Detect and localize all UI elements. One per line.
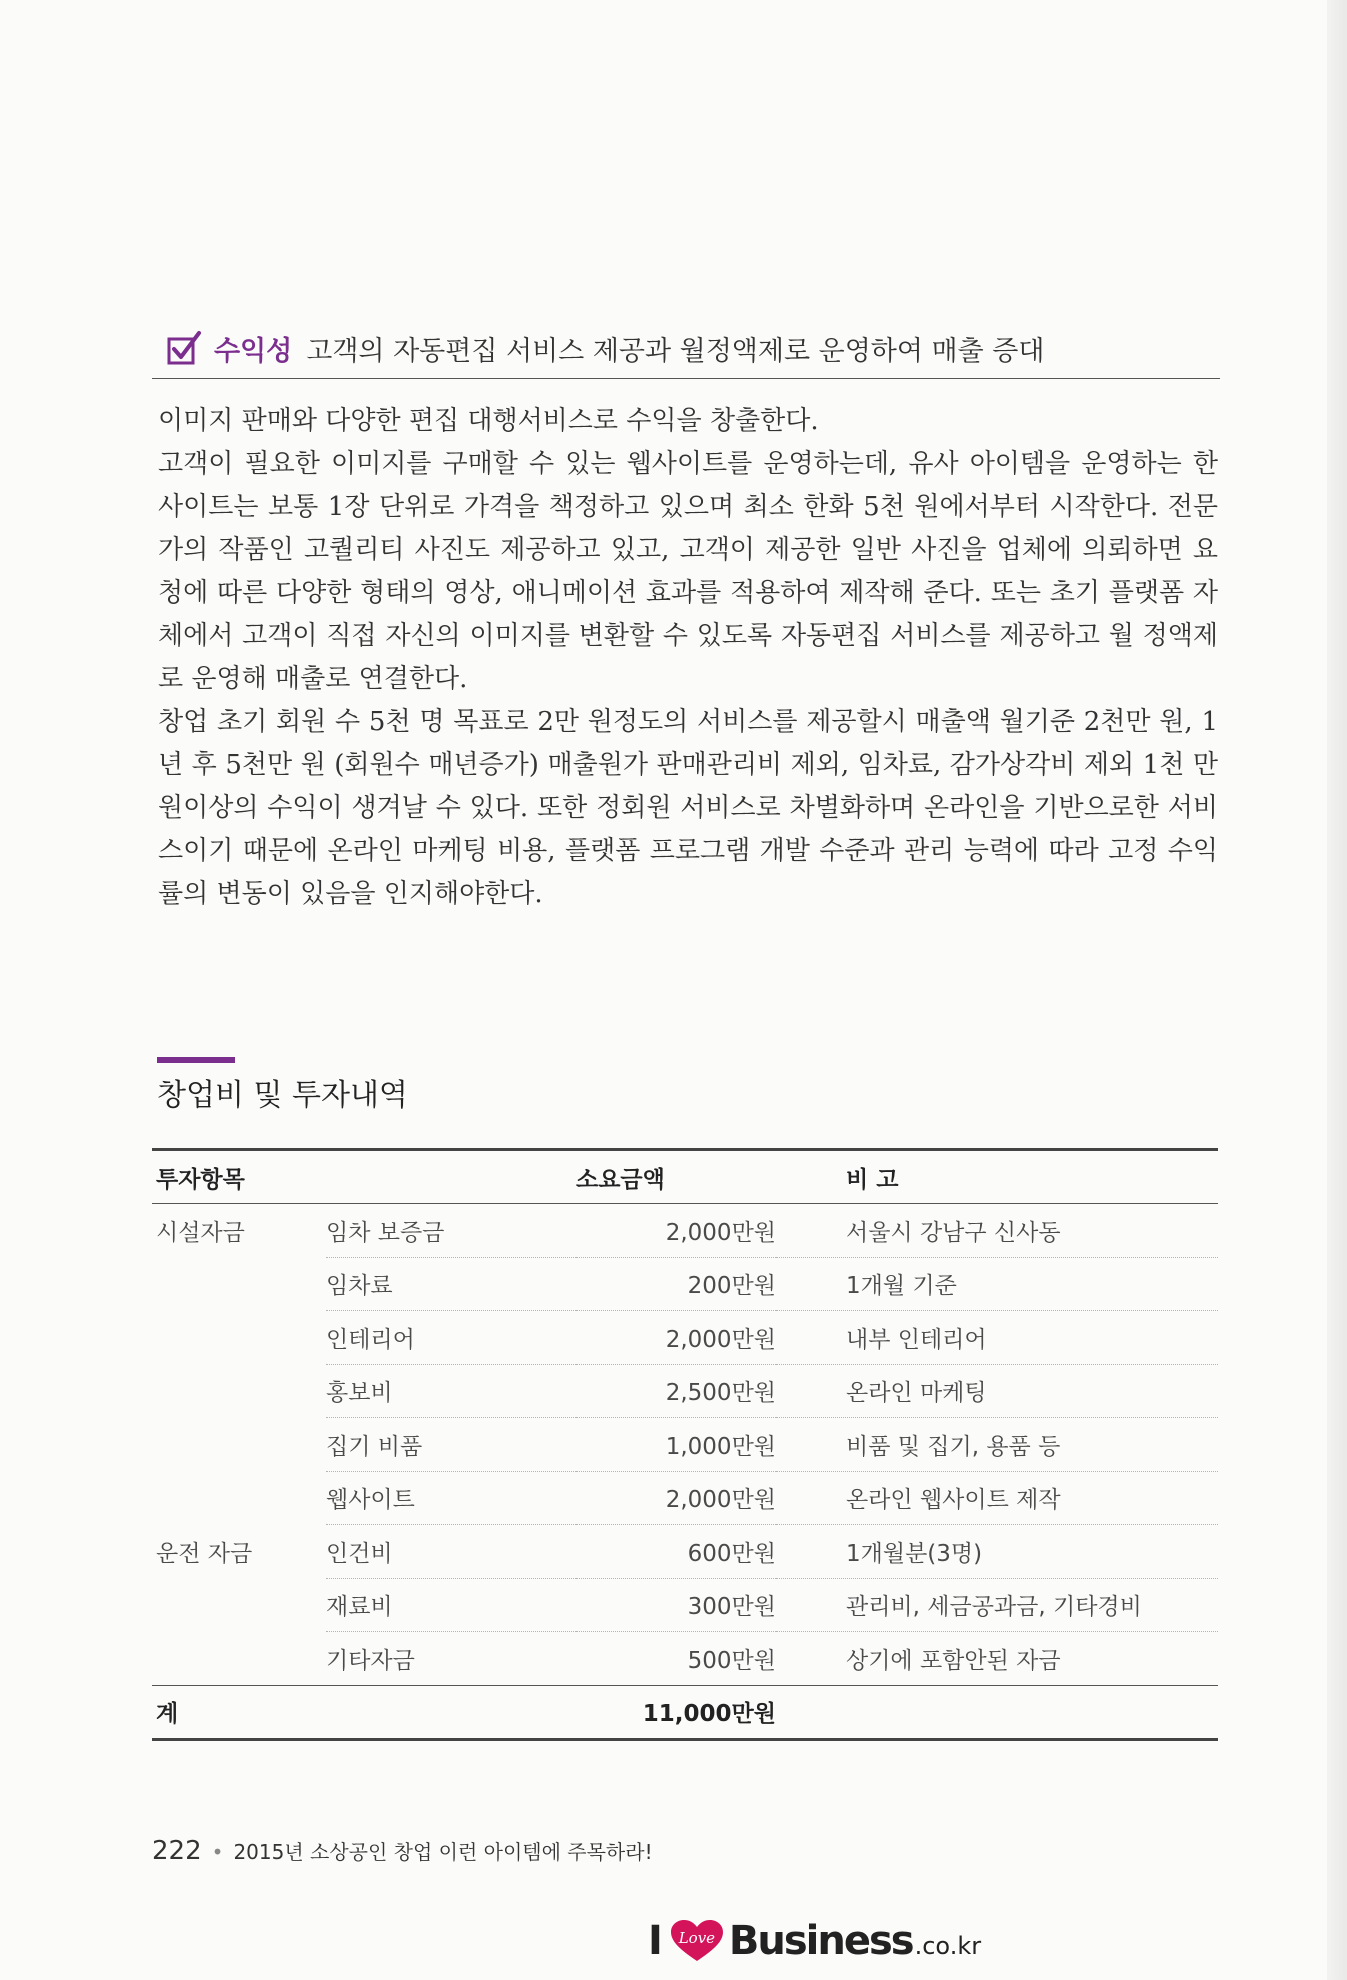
paragraph: 고객이 필요한 이미지를 구매할 수 있는 웹사이트를 운영하는데, 유사 아이템을 운영하는 한 사이트는 보통 1장 단위로 가격을 책정하고 있으며 최소 한화 5천 원에서부터 시작한다. 전문가의 작품인 고퀄리티 사진도 제공하고 있고, 고객이 제공한 일반 사진을 업체에 의뢰하면 요청에 따른 다양한 형태의 영상, 애니메이션 효과를 적용하여 제작해 준다. 또는 초기 플랫폼 자체에서 고객이 직접 자신의 이미지를 변환할 수 있도록 자동편집 서비스를 제공하고 월 정액제로 운영해 매출로 연결한다. [158, 449, 1218, 694]
row-item: 집기 비품 [326, 1418, 576, 1472]
brand-logo [648, 1918, 981, 1964]
table-row [152, 1418, 1218, 1472]
row-amount: 200만원 [576, 1257, 776, 1311]
heading-rule [152, 378, 1220, 379]
row-item: 인테리어 [326, 1311, 576, 1365]
row-note: 관리비, 세금공과금, 기타경비 [776, 1578, 1218, 1632]
page-number: 222 [152, 1836, 202, 1866]
row-category [152, 1364, 326, 1418]
table-row [152, 1578, 1218, 1632]
row-note: 온라인 웹사이트 제작 [776, 1471, 1218, 1525]
table-row [152, 1311, 1218, 1365]
page-edge [1327, 0, 1347, 1980]
row-item: 임차료 [326, 1257, 576, 1311]
row-amount: 2,000만원 [576, 1204, 776, 1258]
brand-i: I [648, 1918, 663, 1964]
section-accent-bar [157, 1057, 235, 1063]
row-item: 기타자금 [326, 1647, 415, 1674]
total-note [776, 1685, 1218, 1739]
paragraph: 창업 초기 회원 수 5천 명 목표로 2만 원정도의 서비스를 제공할시 매출액 월기준 2천만 원, 1년 후 5천만 원 (회원수 매년증가) 매출원가 판매관리비 제외, 임차료, 감가상각비 제외 1천 만원이상의 수익이 생겨날 수 있다. 또한 정회원 서비스로 차별화하며 온라인을 기반으로한 서비스이기 때문에 온라인 마케팅 비용, 플랫폼 프로그램 개발 수준과 관리 능력에 따라 고정 수익률의 변동이 있음을 인지해야한다. [158, 707, 1218, 909]
row-item: 임차 보증금 [326, 1204, 576, 1258]
header-amount: 소요금액 [576, 1150, 776, 1204]
row-note: 서울시 강남구 신사동 [776, 1204, 1218, 1258]
row-category [152, 1257, 326, 1311]
row-category [152, 1632, 326, 1686]
brand-heart-text: Love [678, 1929, 716, 1947]
heading-text: 고객의 자동편집 서비스 제공과 월정액제로 운영하여 매출 증대 [306, 335, 1045, 367]
row-category: 운전 자금 [156, 1540, 253, 1567]
table-row [152, 1632, 1218, 1686]
page-footer [152, 1836, 653, 1866]
table-row [152, 1257, 1218, 1311]
row-amount: 600만원 [576, 1525, 776, 1579]
row-note: 비품 및 집기, 용품 등 [776, 1418, 1218, 1472]
table-row [152, 1364, 1218, 1418]
row-amount: 2,000만원 [576, 1471, 776, 1525]
row-note: 상기에 포함안된 자금 [846, 1647, 1061, 1674]
book-title: 2015년 소상공인 창업 이런 아이템에 주목하라! [233, 1840, 653, 1864]
total-label: 계 [152, 1685, 576, 1739]
brand-tld: .co.kr [914, 1932, 982, 1960]
row-item: 인건비 [326, 1525, 576, 1579]
row-item: 홍보비 [326, 1364, 576, 1418]
row-category: 시설자금 [156, 1220, 245, 1246]
row-category [152, 1418, 326, 1472]
row-note: 1개월 기준 [776, 1257, 1218, 1311]
row-amount: 2,000만원 [576, 1311, 776, 1365]
row-category [152, 1311, 326, 1365]
row-amount: 1,000만원 [576, 1418, 776, 1472]
heart-icon [669, 1919, 725, 1963]
total-amount: 11,000만원 [576, 1685, 776, 1739]
row-amount: 500만원 [687, 1647, 776, 1674]
header-note: 비 고 [776, 1150, 1218, 1204]
row-item: 웹사이트 [326, 1471, 576, 1525]
table-row [152, 1471, 1218, 1525]
investment-title: 창업비 및 투자내역 [157, 1078, 408, 1113]
row-category [152, 1471, 326, 1525]
investment-table [152, 1148, 1218, 1741]
row-amount: 300만원 [576, 1578, 776, 1632]
heading-label: 수익성 [214, 335, 293, 367]
table-row [152, 1204, 1218, 1258]
row-category [152, 1578, 326, 1632]
row-note: 온라인 마케팅 [776, 1364, 1218, 1418]
header-item: 투자항목 [152, 1150, 576, 1204]
table-row [152, 1525, 1218, 1579]
table-header-row [152, 1150, 1218, 1204]
checkbox-icon [166, 330, 202, 366]
bullet-icon: • [211, 1840, 224, 1864]
paragraph: 이미지 판매와 다양한 편집 대행서비스로 수익을 창출한다. [158, 406, 819, 436]
body-text [158, 400, 1218, 916]
row-note: 1개월분(3명) [776, 1525, 1218, 1579]
brand-main: Business [728, 1918, 913, 1964]
section-heading [166, 322, 1220, 374]
row-note: 내부 인테리어 [776, 1311, 1218, 1365]
row-item: 재료비 [326, 1578, 576, 1632]
row-amount: 2,500만원 [576, 1364, 776, 1418]
table-total-row [152, 1685, 1218, 1739]
